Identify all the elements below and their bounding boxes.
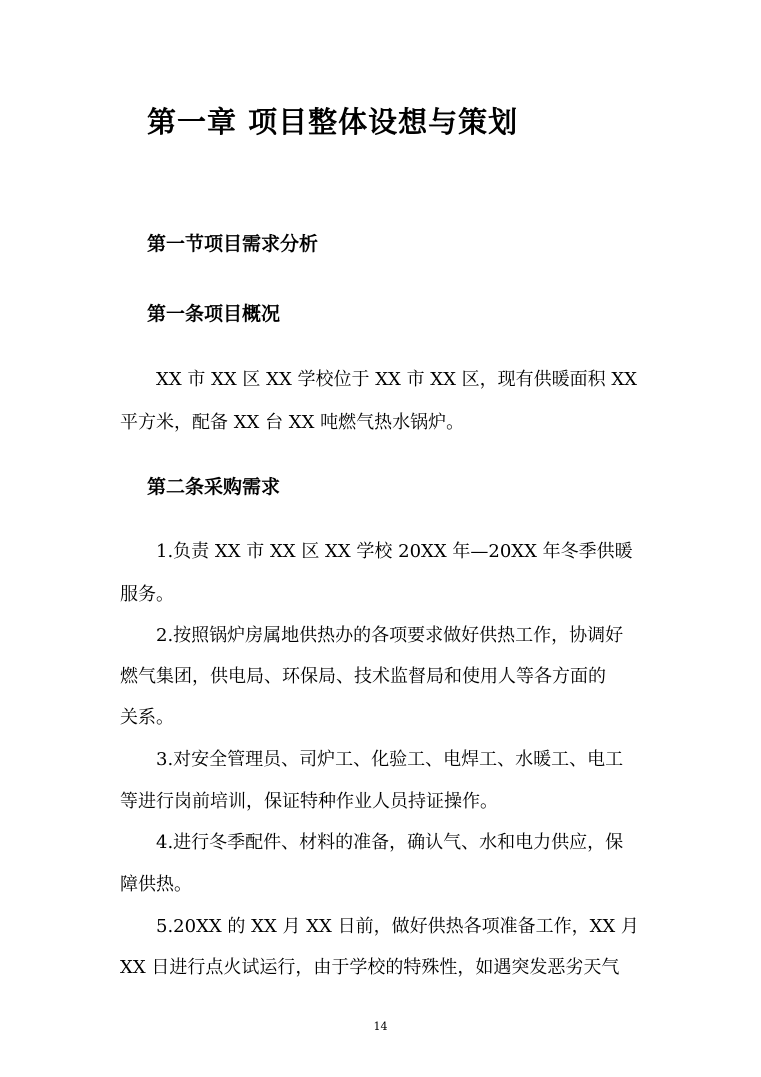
page-number: 14 [373,1020,388,1033]
item-3-line-2: 等进行岗前培训，保证特种作业人员持证操作。 [120,791,498,812]
item-2-line-3: 关系。 [120,707,174,728]
item-1-line-2: 服务。 [120,584,174,605]
item-4-line-1: 4.进行冬季配件、材料的准备，确认气、水和电力供应，保 [156,832,624,853]
item-2-line-2: 燃气集团，供电局、环保局、技术监督局和使用人等各方面的 [120,666,606,687]
item-1-line-1: 1.负责 XX 市 XX 区 XX 学校 20XX 年—20XX 年冬季供暖 [156,541,633,562]
article-2-title: 第二条采购需求 [147,476,281,498]
article-1-line-1: XX 市 XX 区 XX 学校位于 XX 市 XX 区，现有供暖面积 XX [156,369,637,390]
item-3-line-1: 3.对安全管理员、司炉工、化验工、电焊工、水暖工、电工 [156,749,624,770]
article-1-title: 第一条项目概况 [147,303,281,325]
item-4-line-2: 障供热。 [120,874,192,895]
section-title: 第一节项目需求分析 [147,233,319,255]
item-5-line-2: XX 日进行点火试运行，由于学校的特殊性，如遇突发恶劣天气 [120,957,620,978]
item-5-line-1: 5.20XX 的 XX 月 XX 日前，做好供热各项准备工作，XX 月 [156,916,639,937]
item-2-line-1: 2.按照锅炉房属地供热办的各项要求做好供热工作，协调好 [156,625,624,646]
article-1-line-2: 平方米，配备 XX 台 XX 吨燃气热水锅炉。 [120,412,465,433]
chapter-title: 第一章 项目整体设想与策划 [147,105,519,139]
